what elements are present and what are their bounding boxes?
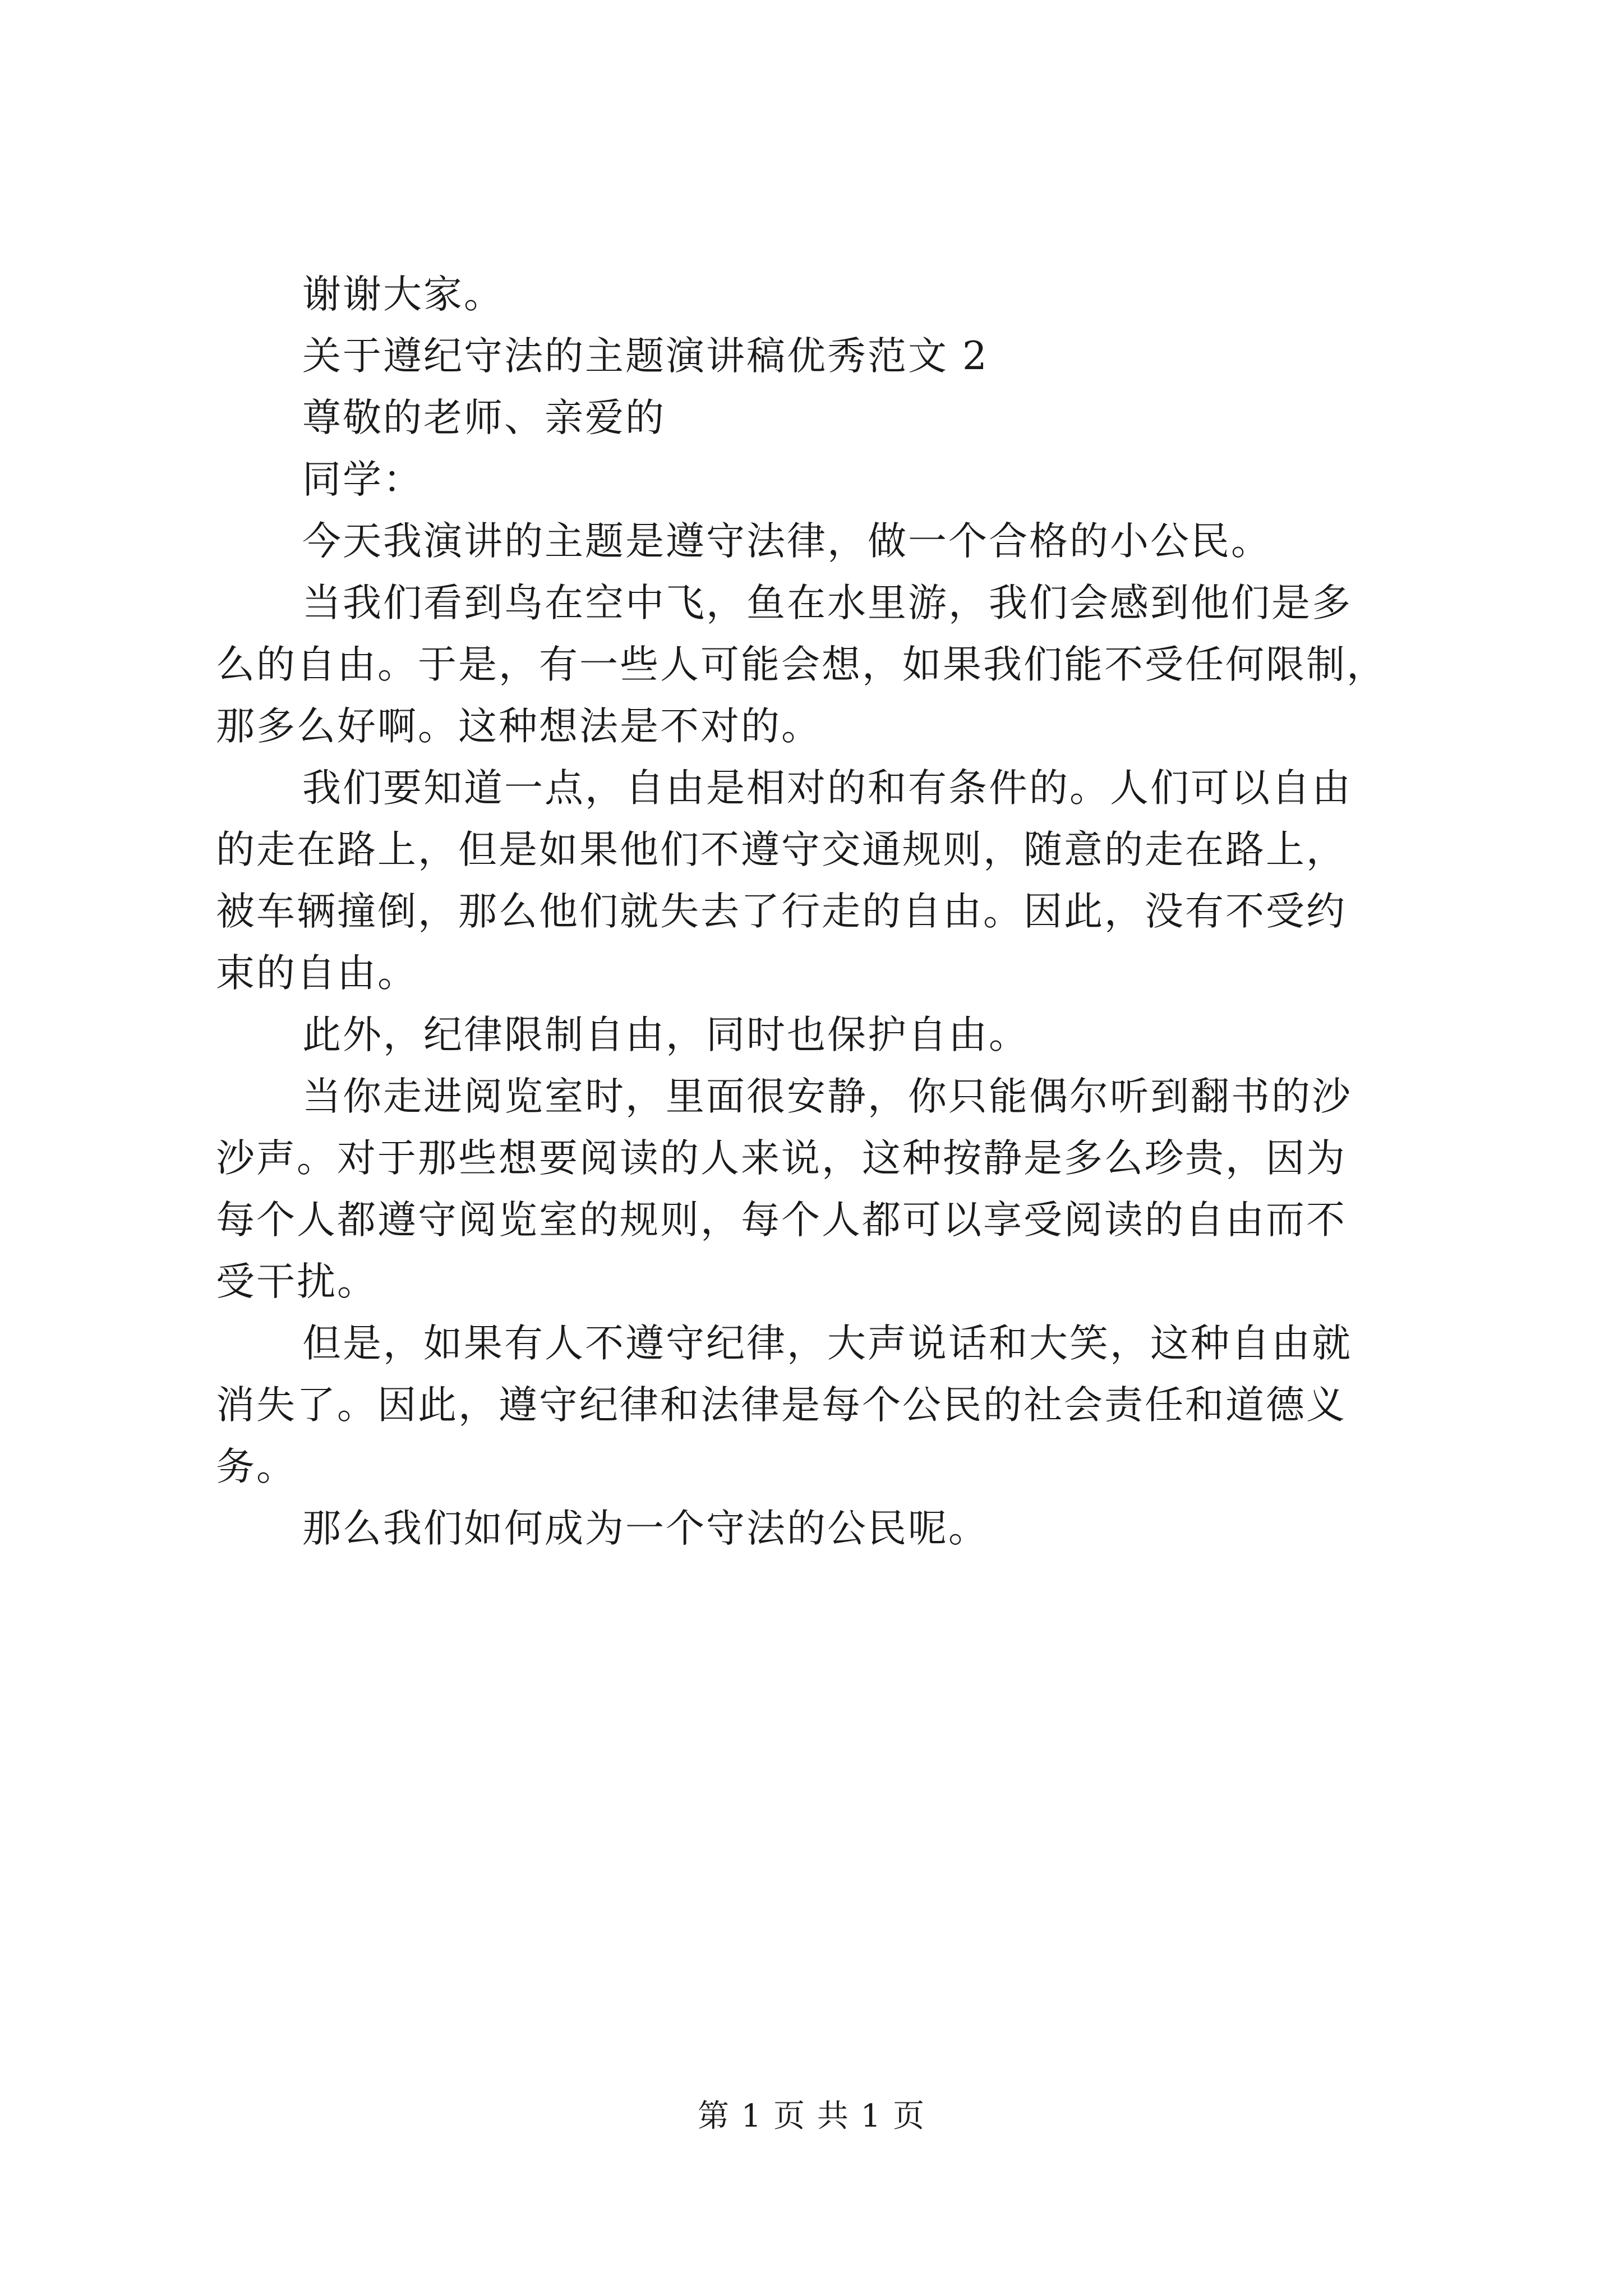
- body-text: [216, 264, 1410, 1559]
- section-title: 关于遵纪守法的主题演讲稿优秀范文 2: [302, 334, 989, 379]
- paragraph-line: 我们要知道一点，自由是相对的和有条件的。人们可以自由: [302, 766, 1352, 811]
- page-footer: 第 1 页 共 1 页: [697, 2098, 926, 2134]
- salutation-line: 同学：: [302, 457, 423, 502]
- paragraph-line: 那么我们如何成为一个守法的公民呢。: [302, 1506, 989, 1551]
- paragraph-line: 此外，纪律限制自由，同时也保护自由。: [302, 1013, 1029, 1057]
- paragraph-line: 每个人都遵守阅览室的规则，每个人都可以享受阅读的自由而不: [216, 1198, 1347, 1243]
- paragraph-line: 受干扰。: [216, 1259, 377, 1304]
- paragraph-line: 被车辆撞倒，那么他们就失去了行走的自由。因此，没有不受约: [216, 889, 1347, 934]
- paragraph-line: 束的自由。: [216, 951, 418, 996]
- paragraph-line: 但是，如果有人不遵守纪律，大声说话和大笑，这种自由就: [302, 1321, 1352, 1366]
- paragraph-line: 那多么好啊。这种想法是不对的。: [216, 704, 822, 749]
- paragraph-line: 谢谢大家。: [302, 272, 504, 317]
- paragraph-line: 么的自由。于是，有一些人可能会想，如果我们能不受任何限制，: [216, 642, 1387, 687]
- paragraph-line: 务。: [216, 1444, 297, 1489]
- paragraph-line: 的走在路上，但是如果他们不遵守交通规则，随意的走在路上，: [216, 827, 1347, 872]
- paragraph-line: 沙声。对于那些想要阅读的人来说，这种按静是多么珍贵，因为: [216, 1136, 1347, 1181]
- paragraph-line: 今天我演讲的主题是遵守法律，做一个合格的小公民。: [302, 519, 1271, 564]
- salutation-line: 尊敬的老师、亲爱的: [302, 395, 666, 440]
- paragraph-line: 当你走进阅览室时，里面很安静，你只能偶尔听到翻书的沙: [302, 1074, 1352, 1119]
- paragraph-line: 当我们看到鸟在空中飞，鱼在水里游，我们会感到他们是多: [302, 581, 1352, 625]
- paragraph-line: 消失了。因此，遵守纪律和法律是每个公民的社会责任和道德义: [216, 1383, 1347, 1428]
